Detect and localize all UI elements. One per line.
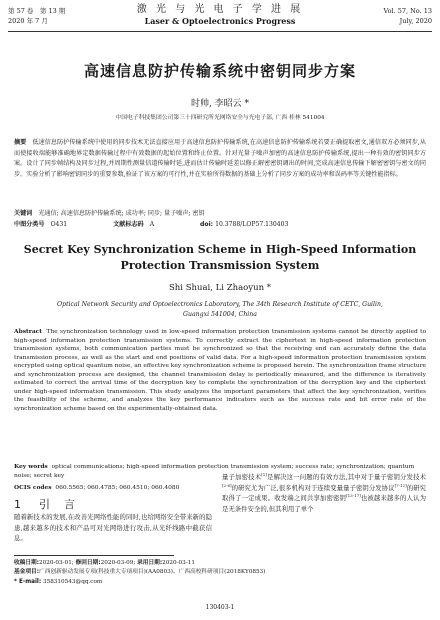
doc-code-label: 文献标志码 (113, 221, 144, 228)
journal-name-en: Laser & Optoelectronics Progress (144, 16, 296, 26)
doi-value: 10.3788/LOP57.130403 (215, 221, 289, 228)
date-en: July, 2020 (399, 17, 432, 25)
authors-en: Shi Shuai, Li Zhaoyun * (168, 283, 271, 293)
citation-4: [13-17] (346, 493, 361, 499)
article-title-zh: 高速信息防护传输系统中密钥同步方案 (83, 62, 356, 80)
intro-text-2: 是解决这一问题的有效方法,其中对于量子密钥分发技术 (266, 473, 427, 481)
footnote-email (14, 578, 426, 587)
footnote-rule (14, 555, 174, 556)
email-label: * E-mail: (14, 578, 42, 585)
header-rule (8, 31, 432, 32)
doi-label: doi: (200, 221, 214, 228)
article-title-en: Secret Key Synchronization Scheme in High-Speed Information Protection Transmission System (23, 243, 417, 272)
authors-zh: 时帅, 李昭云 * (190, 99, 250, 109)
citation-2: [2-6] (222, 482, 232, 488)
abstract-zh (14, 138, 426, 180)
volume-issue-en: Vol. 57, No. 13 (383, 7, 432, 15)
abstract-en-label: Abstract (14, 328, 42, 335)
ocis-text: 060.5565; 060.4785; 060.4510; 060.4080 (55, 485, 180, 491)
date-zh: 2020 年 7 月 (8, 17, 48, 25)
intro-text-4: 的研究取得了一定成果。收发端之间共享加密密钥 (222, 483, 427, 503)
header-right (383, 6, 432, 26)
section-title: 引言 (39, 498, 89, 511)
keywords-zh (14, 209, 426, 219)
accepted-label: 录用日期: (137, 560, 163, 566)
received-date: 2020-03-01; (39, 560, 74, 566)
clc-label: 中图分类号 (14, 221, 45, 228)
keywords-en-text: optical communications; high-speed information protection transmission system; success rate; synchronization; quantum noise; secret key (14, 464, 415, 479)
doc-code: A (149, 221, 155, 228)
header-center (88, 4, 352, 27)
intro-text-1: 量子加密技术 (222, 473, 262, 481)
journal-name-zh: 激 光 与 光 电 子 学 进 展 (136, 4, 304, 15)
volume-issue-zh: 第 57 卷 第 13 期 (8, 7, 66, 15)
intro-text-3: 的研究尤为广泛,很多机构对于连续变量量子密钥分发协议 (231, 483, 395, 492)
section-heading (14, 496, 89, 512)
abstract-zh-text: 低速信息防护传输系统中使用的同步技术无法直接应用于高速信息防护传输系统,在高速信息防护传输系统若要正确提取密文,通信双方必须同步,从而使接收端能够准确地界定数据传输过程中有效数据的起始位置和终止位置。针对光量子噪声加密的高速信息防护传输系统,提出一种有效的密钥同步方案。设计了同步帧结构及同步过程,并周期性测量信道传输时延,进而估计传输时延差以修正解密密钥调出的时间,完成高速信息传输下解密密钥与密文的同步。实验分析了影响密钥同步的重要参数,验证了该方案的可行性,并在实验所得数据的基础上分析了同步方案的成功率和误码率等关键性能指标。 (14, 139, 427, 178)
classification-line (14, 220, 426, 230)
revised-date: 2020-03-09; (100, 560, 136, 566)
intro-paragraph-right (222, 472, 426, 514)
section-number: 1 (14, 498, 21, 511)
footnote (14, 559, 426, 587)
abstract-zh-label: 摘要 (14, 139, 27, 146)
footnote-dates (14, 559, 426, 568)
citation-1: [1] (261, 471, 267, 477)
header-left (8, 6, 65, 26)
page-number: 130403-1 (205, 604, 235, 611)
email-value: 358310543@qq.com (42, 578, 103, 585)
abstract-en-text: The synchronization technology used in low-speed information protection transmission systems cannot be directly applied to high-speed information protection transmission systems. To correctly extract the ciphertext in high-speed information protection transmission systems, both communication parties must be synchronized so that the receiving end can accurately define the data transmission process, as well as the start and end positions of valid data. For a high-speed information protection transmission system encrypted using optical quantum noise, an effective key synchronization scheme is proposed herein. The synchronization frame structure and synchronization process are designed, the channel transmission delay is periodically measured, and the difference is iteratively estimated to correct the arrival time of the decryption key to complete the synchronization of the decryption key and the ciphertext under high-speed information transmission. This study analyzes the important parameters that affect the key synchronization, verifies the feasibility of the scheme, and analyzes the key performance indicators such as the success rate and bit error rate of the synchronization scheme based on the experimentally-obtained data. (14, 329, 427, 412)
intro-paragraph-left: 随着新技术的发展,在改善光网络性能的同时,也给网络安全带来新的隐患,越来越多的技术和产品可对光网络进行攻击,从光纤线路中截获信息。 (14, 513, 212, 543)
affiliation-zh: 中国电子科技集团公司第三十四研究所光网络安全与光电子部, 广西 桂林 541004 (115, 115, 325, 121)
ocis-label: OCIS codes (14, 484, 52, 491)
footnote-fund (14, 568, 426, 577)
keywords-zh-label: 关键词 (14, 210, 33, 217)
intro-text-5: 也被越来越多的人认为是无条件安全的,但其利用了单个 (222, 494, 427, 513)
running-header (8, 4, 432, 30)
keywords-en-label: Key words (14, 463, 48, 470)
revised-label: 修回日期: (75, 560, 101, 566)
accepted-date: 2020-03-11 (162, 560, 195, 566)
fund-label: 基金项目: (14, 569, 40, 576)
keywords-zh-text: 光通信; 高速信息防护传输系统; 成功率; 同步; 量子噪声; 密钥 (38, 210, 205, 217)
received-label: 收稿日期: (14, 560, 40, 566)
citation-3: [7-12] (394, 482, 407, 488)
fund-text: 广西创新驱动发展专项(科技重大专项项目)(AA0803)、广西高校科研项目(2018KY0853) (39, 569, 266, 576)
abstract-en (14, 328, 426, 413)
affiliation-en: Optical Network Security and Optoelectronics Laboratory, The 34th Research Institute of CETC, Guilin, Guangxi 541004, China (57, 301, 383, 318)
clc-code: O431 (50, 221, 68, 228)
